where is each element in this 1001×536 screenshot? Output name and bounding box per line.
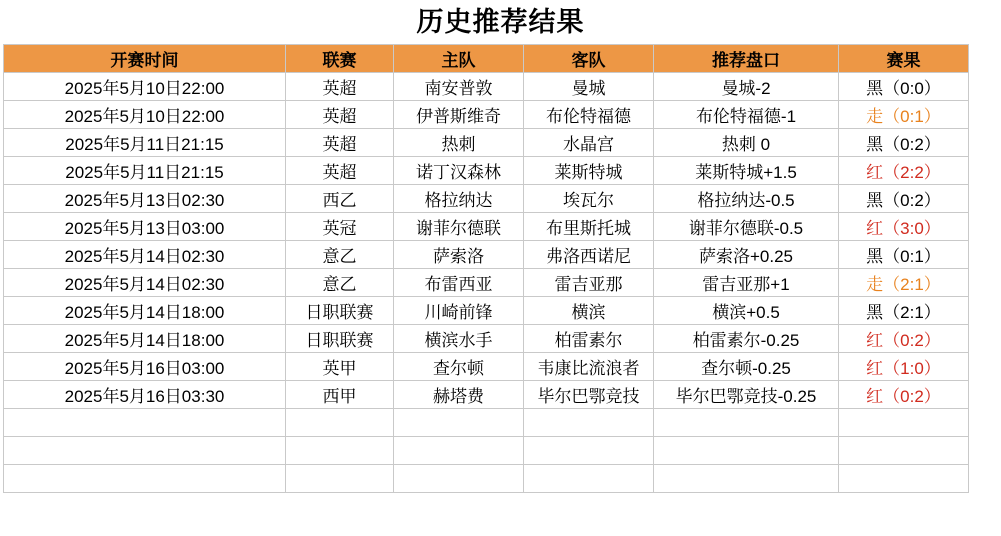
cell-home-team: 格拉纳达 xyxy=(394,185,524,213)
cell-league: 英超 xyxy=(286,73,394,101)
cell-time: 2025年5月13日03:00 xyxy=(4,213,286,241)
result-label: 红 xyxy=(866,219,884,238)
cell-away-team: 莱斯特城 xyxy=(524,157,654,185)
cell-away-team: 曼城 xyxy=(524,73,654,101)
cell-result xyxy=(839,353,969,381)
cell-time: 2025年5月11日21:15 xyxy=(4,157,286,185)
empty-cell xyxy=(524,465,654,493)
cell-home-team: 赫塔费 xyxy=(394,381,524,409)
cell-pick: 谢菲尔德联-0.5 xyxy=(654,213,839,241)
empty-cell xyxy=(394,465,524,493)
cell-result xyxy=(839,101,969,129)
cell-pick: 莱斯特城+1.5 xyxy=(654,157,839,185)
cell-league: 意乙 xyxy=(286,269,394,297)
table-row xyxy=(4,185,969,213)
cell-league: 英超 xyxy=(286,101,394,129)
cell-result xyxy=(839,241,969,269)
cell-league: 西甲 xyxy=(286,381,394,409)
result-label: 红 xyxy=(866,331,884,350)
cell-away-team: 韦康比流浪者 xyxy=(524,353,654,381)
cell-time: 2025年5月14日18:00 xyxy=(4,325,286,353)
cell-pick: 柏雷素尔-0.25 xyxy=(654,325,839,353)
cell-home-team: 诺丁汉森林 xyxy=(394,157,524,185)
cell-pick: 横滨+0.5 xyxy=(654,297,839,325)
cell-result xyxy=(839,213,969,241)
result-label: 黑 xyxy=(866,303,884,322)
empty-cell xyxy=(286,465,394,493)
empty-cell xyxy=(524,437,654,465)
cell-time: 2025年5月10日22:00 xyxy=(4,101,286,129)
cell-time: 2025年5月14日02:30 xyxy=(4,241,286,269)
cell-result xyxy=(839,73,969,101)
column-header-away: 客队 xyxy=(524,45,654,73)
table-row xyxy=(4,381,969,409)
empty-cell xyxy=(286,437,394,465)
result-score: （0:2） xyxy=(883,387,941,406)
empty-row xyxy=(4,437,969,465)
empty-cell xyxy=(839,465,969,493)
result-label: 走 xyxy=(866,107,884,126)
cell-away-team: 雷吉亚那 xyxy=(524,269,654,297)
page-title: 历史推荐结果 xyxy=(416,7,585,37)
result-score: （2:1） xyxy=(883,303,941,322)
cell-away-team: 水晶宫 xyxy=(524,129,654,157)
result-score: （3:0） xyxy=(883,219,941,238)
empty-cell xyxy=(4,465,286,493)
result-label: 红 xyxy=(866,359,884,378)
cell-result xyxy=(839,269,969,297)
cell-pick: 查尔顿-0.25 xyxy=(654,353,839,381)
cell-home-team: 布雷西亚 xyxy=(394,269,524,297)
cell-result xyxy=(839,185,969,213)
table-row xyxy=(4,213,969,241)
cell-pick: 热刺 0 xyxy=(654,129,839,157)
cell-result xyxy=(839,129,969,157)
cell-league: 意乙 xyxy=(286,241,394,269)
cell-away-team: 弗洛西诺尼 xyxy=(524,241,654,269)
table-row xyxy=(4,297,969,325)
result-label: 红 xyxy=(866,387,884,406)
cell-league: 英超 xyxy=(286,157,394,185)
cell-away-team: 横滨 xyxy=(524,297,654,325)
cell-away-team: 布里斯托城 xyxy=(524,213,654,241)
column-header-pick: 推荐盘口 xyxy=(654,45,839,73)
result-label: 黑 xyxy=(866,247,884,266)
result-score: （0:0） xyxy=(883,79,941,98)
empty-cell xyxy=(286,409,394,437)
cell-league: 英超 xyxy=(286,129,394,157)
cell-away-team: 埃瓦尔 xyxy=(524,185,654,213)
cell-pick: 布伦特福德-1 xyxy=(654,101,839,129)
cell-pick: 毕尔巴鄂竞技-0.25 xyxy=(654,381,839,409)
cell-time: 2025年5月13日02:30 xyxy=(4,185,286,213)
cell-home-team: 查尔顿 xyxy=(394,353,524,381)
result-label: 黑 xyxy=(866,191,884,210)
result-score: （0:2） xyxy=(883,191,941,210)
result-label: 走 xyxy=(866,275,884,294)
cell-pick: 曼城-2 xyxy=(654,73,839,101)
cell-pick: 萨索洛+0.25 xyxy=(654,241,839,269)
empty-row xyxy=(4,409,969,437)
cell-time: 2025年5月14日18:00 xyxy=(4,297,286,325)
cell-home-team: 川崎前锋 xyxy=(394,297,524,325)
cell-away-team: 毕尔巴鄂竞技 xyxy=(524,381,654,409)
table-row xyxy=(4,269,969,297)
empty-cell xyxy=(4,409,286,437)
table-row xyxy=(4,129,969,157)
cell-time: 2025年5月16日03:00 xyxy=(4,353,286,381)
empty-cell xyxy=(839,437,969,465)
empty-cell xyxy=(654,437,839,465)
empty-cell xyxy=(394,409,524,437)
cell-result xyxy=(839,381,969,409)
empty-cell xyxy=(654,409,839,437)
cell-time: 2025年5月16日03:30 xyxy=(4,381,286,409)
table-row xyxy=(4,241,969,269)
cell-result xyxy=(839,157,969,185)
cell-league: 英甲 xyxy=(286,353,394,381)
empty-cell xyxy=(4,437,286,465)
cell-home-team: 热刺 xyxy=(394,129,524,157)
cell-league: 日职联赛 xyxy=(286,297,394,325)
cell-pick: 格拉纳达-0.5 xyxy=(654,185,839,213)
column-header-time: 开赛时间 xyxy=(4,45,286,73)
table-body xyxy=(4,73,969,493)
header-row xyxy=(4,45,969,73)
cell-home-team: 谢菲尔德联 xyxy=(394,213,524,241)
table-row xyxy=(4,353,969,381)
cell-home-team: 萨索洛 xyxy=(394,241,524,269)
cell-time: 2025年5月11日21:15 xyxy=(4,129,286,157)
result-score: （0:1） xyxy=(883,107,941,126)
empty-cell xyxy=(654,465,839,493)
cell-home-team: 南安普敦 xyxy=(394,73,524,101)
empty-cell xyxy=(394,437,524,465)
empty-cell xyxy=(839,409,969,437)
result-label: 红 xyxy=(866,163,884,182)
column-header-league: 联赛 xyxy=(286,45,394,73)
result-score: （0:1） xyxy=(883,247,941,266)
cell-away-team: 布伦特福德 xyxy=(524,101,654,129)
result-score: （0:2） xyxy=(883,331,941,350)
empty-cell xyxy=(524,409,654,437)
cell-time: 2025年5月14日02:30 xyxy=(4,269,286,297)
result-score: （2:2） xyxy=(883,163,941,182)
table-header xyxy=(4,45,969,73)
cell-league: 英冠 xyxy=(286,213,394,241)
empty-row xyxy=(4,465,969,493)
table-row xyxy=(4,157,969,185)
cell-away-team: 柏雷素尔 xyxy=(524,325,654,353)
cell-league: 西乙 xyxy=(286,185,394,213)
cell-time: 2025年5月10日22:00 xyxy=(4,73,286,101)
result-score: （2:1） xyxy=(883,275,941,294)
table-row xyxy=(4,101,969,129)
table-row xyxy=(4,325,969,353)
cell-home-team: 伊普斯维奇 xyxy=(394,101,524,129)
cell-home-team: 横滨水手 xyxy=(394,325,524,353)
cell-pick: 雷吉亚那+1 xyxy=(654,269,839,297)
cell-result xyxy=(839,325,969,353)
column-header-result: 赛果 xyxy=(839,45,969,73)
history-results-table xyxy=(3,44,969,493)
table-row xyxy=(4,73,969,101)
cell-league: 日职联赛 xyxy=(286,325,394,353)
result-score: （1:0） xyxy=(883,359,941,378)
result-score: （0:2） xyxy=(883,135,941,154)
result-label: 黑 xyxy=(866,79,884,98)
cell-result xyxy=(839,297,969,325)
column-header-home: 主队 xyxy=(394,45,524,73)
result-label: 黑 xyxy=(866,135,884,154)
